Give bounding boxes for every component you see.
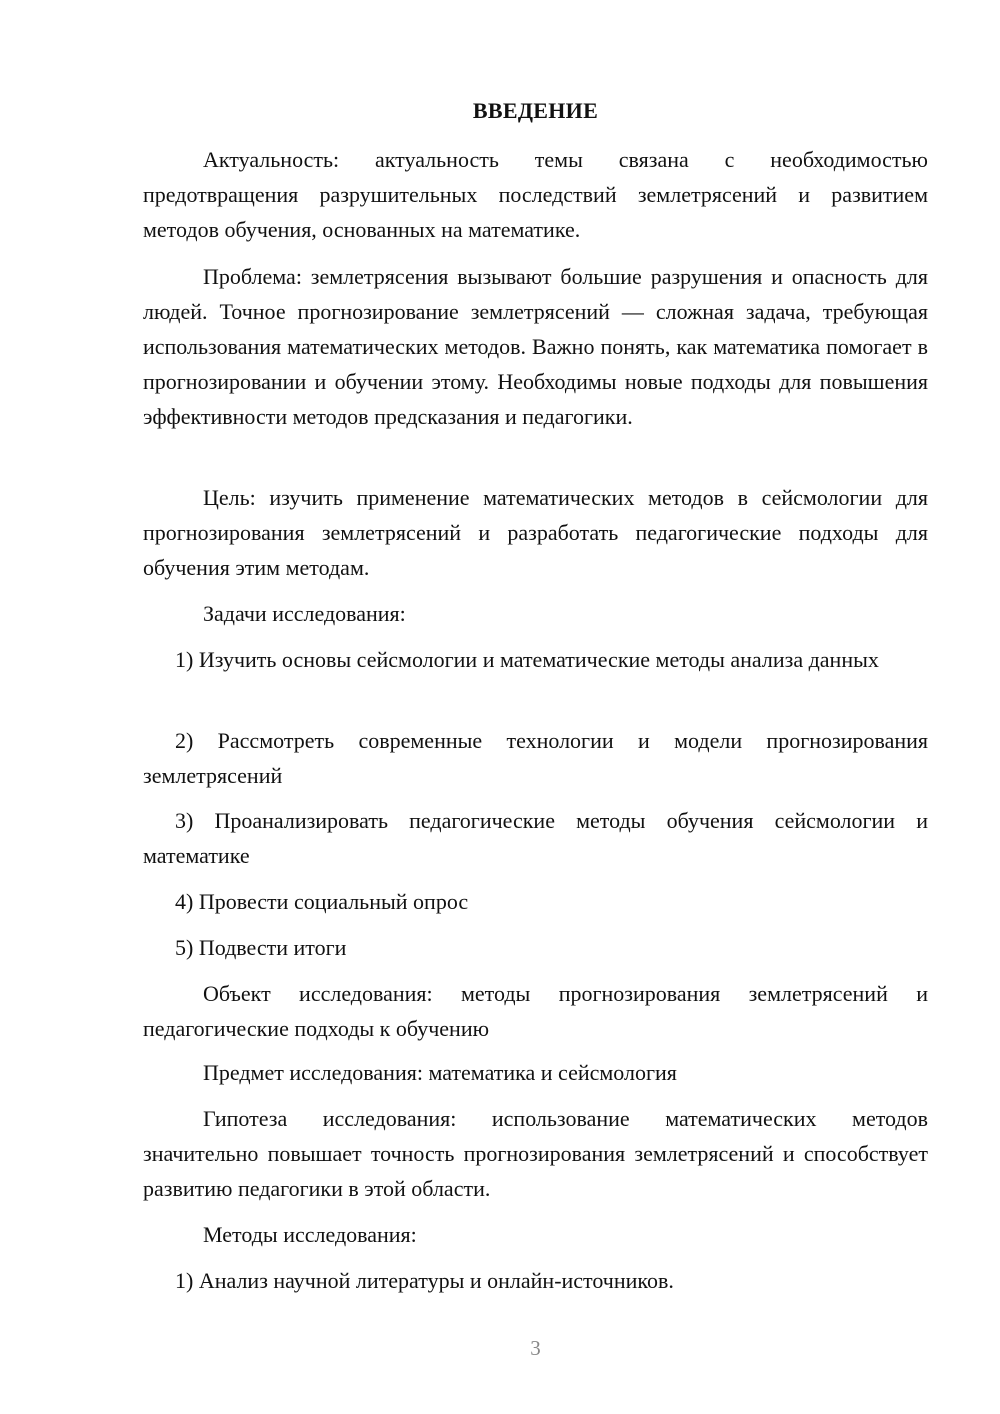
- method-item-1: 1) Анализ научной литературы и онлайн-источников.: [175, 1268, 674, 1293]
- task-item-5: 5) Подвести итоги: [175, 935, 347, 960]
- section-title: ВВЕДЕНИЕ: [472, 98, 599, 123]
- document-page: [143, 0, 928, 1414]
- page-number: 3: [530, 1336, 541, 1360]
- paragraph-hypothesis: Гипотеза исследования: использование математических методов значительно повышает точность прогнозирования землетрясений и способствует развитию педагогики в этой области.: [143, 1106, 928, 1201]
- paragraph-object: Объект исследования: методы прогнозирования землетрясений и педагогические подходы к обучению: [143, 981, 928, 1041]
- task-item-4: 4) Провести социальный опрос: [175, 889, 469, 914]
- task-item-2: 2) Рассмотреть современные технологии и модели прогнозирования землетрясений: [143, 728, 928, 788]
- paragraph-problem: Проблема: землетрясения вызывают большие разрушения и опасность для людей. Точное прогнозирование землетрясений — сложная задача, требующая использования математических методов. Важно понять, как математика помогает в прогнозировании и обучении этому. Необходимы новые подходы для повышения эффективности методов предсказания и педагогики.: [143, 264, 928, 429]
- methods-heading: Методы исследования:: [203, 1222, 417, 1247]
- paragraph-goal: Цель: изучить применение математических методов в сейсмологии для прогнозирования землетрясений и разработать педагогические подходы для обучения этим методам.: [143, 485, 928, 580]
- task-item-3: 3) Проанализировать педагогические методы обучения сейсмологии и математике: [143, 808, 928, 868]
- paragraph-subject: Предмет исследования: математика и сейсмология: [203, 1060, 677, 1085]
- tasks-heading: Задачи исследования:: [203, 601, 406, 626]
- paragraph-relevance: Актуальность: актуальность темы связана с необходимостью предотвращения разрушительных последствий землетрясений и развитием методов обучения, основанных на математике.: [143, 147, 928, 242]
- task-item-1: 1) Изучить основы сейсмологии и математические методы анализа данных: [175, 647, 879, 672]
